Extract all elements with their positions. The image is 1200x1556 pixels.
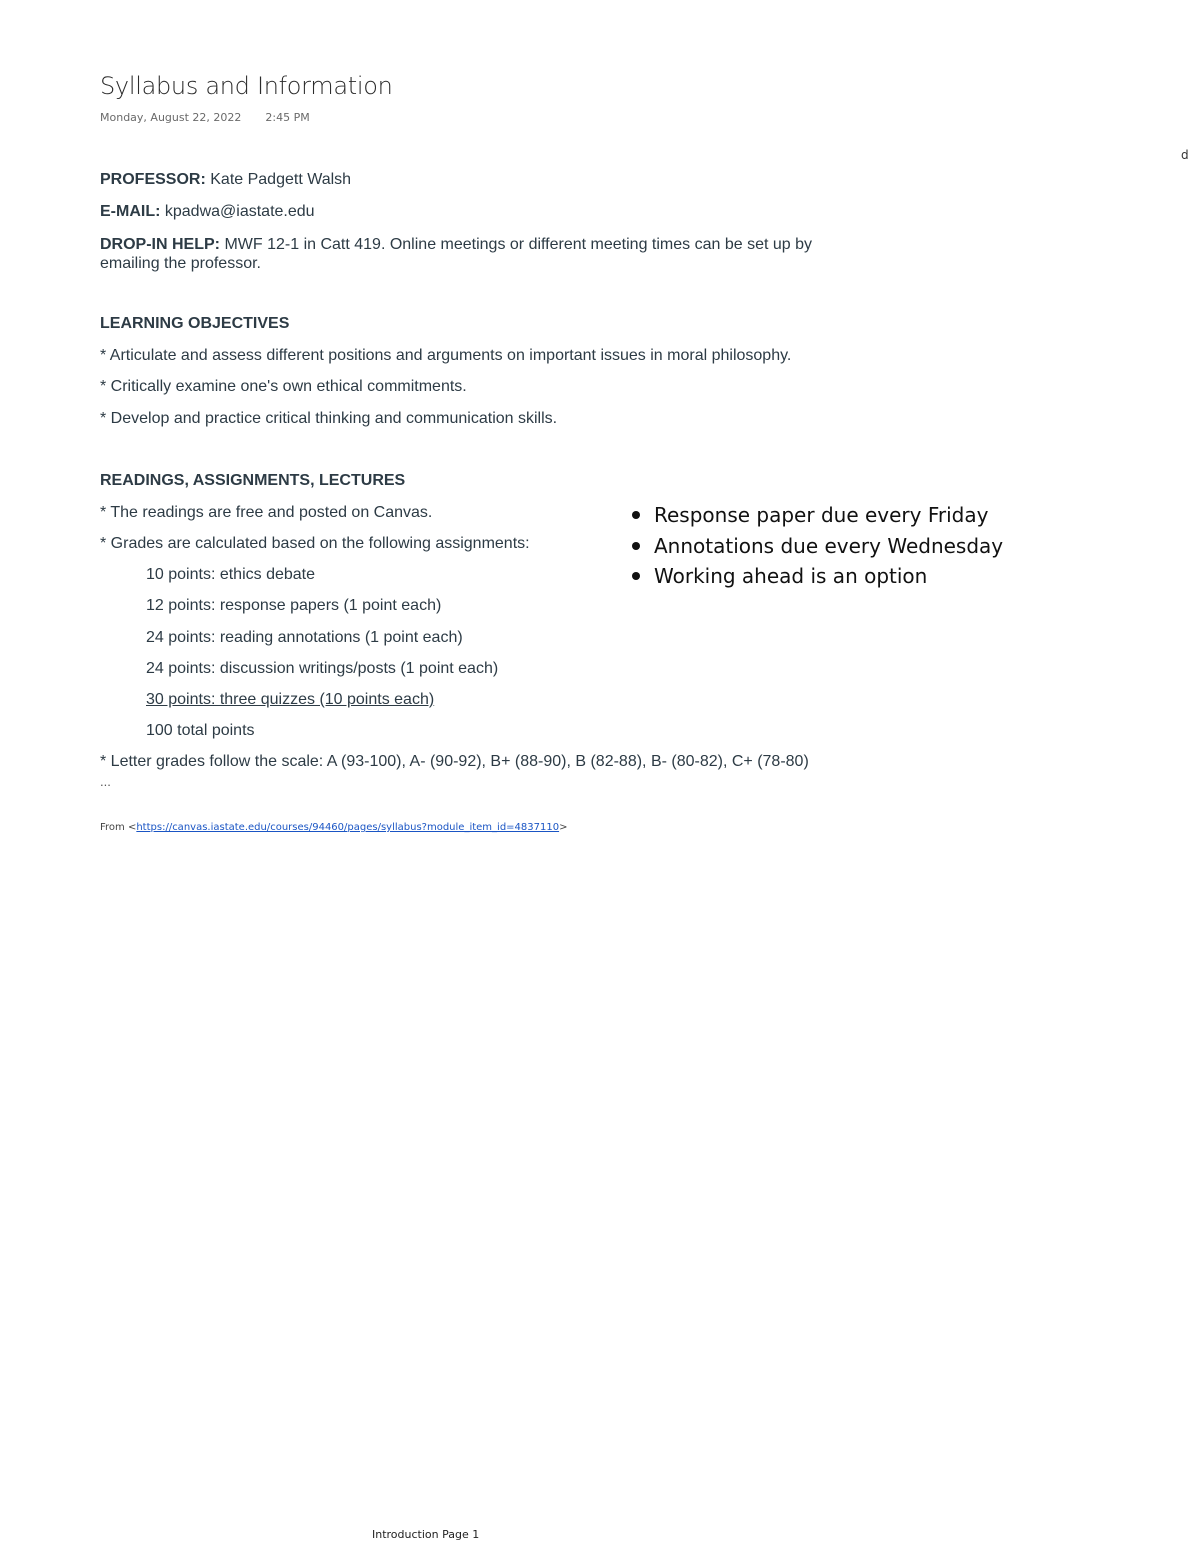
readings-item: * The readings are free and posted on Canvas. — [100, 504, 433, 521]
handwritten-notes-list — [632, 500, 1003, 592]
note-text: Annotations due every Wednesday — [654, 533, 1004, 558]
bullet-icon — [632, 572, 640, 580]
email-line — [100, 203, 315, 221]
note-item — [632, 561, 1003, 592]
professor-value: Kate Padgett Walsh — [205, 171, 352, 188]
professor-label: PROFESSOR: — [100, 171, 206, 188]
readings-item: * Grades are calculated based on the following assignments: — [100, 535, 530, 552]
bullet-icon — [632, 542, 640, 550]
truncation-ellipsis: ... — [100, 774, 111, 789]
page-time: 2:45 PM — [265, 111, 310, 124]
note-item — [632, 500, 1003, 531]
grade-item-discussion: 24 points: discussion writings/posts (1 point each) — [146, 660, 499, 677]
drop-in-help-value: MWF 12-1 in Catt 419. Online meetings or different meeting times can be set up by emailing the professor. — [100, 236, 812, 272]
page-date-time — [100, 111, 310, 124]
note-text: Working ahead is an option — [654, 564, 928, 588]
grade-scale: * Letter grades follow the scale: A (93-100), A- (90-92), B+ (88-90), B (82-88), B- (80-82), C+ (78-80) — [100, 753, 809, 770]
grade-item-debate: 10 points: ethics debate — [146, 566, 316, 583]
bullet-icon — [632, 511, 640, 519]
page-date: Monday, August 22, 2022 — [100, 111, 242, 124]
source-line — [100, 822, 567, 833]
note-text: Response paper due every Friday — [654, 503, 989, 527]
readings-heading: READINGS, ASSIGNMENTS, LECTURES — [100, 472, 406, 489]
source-link[interactable]: https://canvas.iastate.edu/courses/94460/pages/syllabus?module_item_id=4837110 — [136, 822, 560, 833]
objective-item: * Articulate and assess different positions and arguments on important issues in moral philosophy. — [100, 347, 792, 364]
grade-item-response-papers: 12 points: response papers (1 point each) — [146, 597, 442, 614]
corner-mark: d — [1181, 148, 1189, 162]
drop-in-help-line — [100, 235, 860, 273]
drop-in-help-label: DROP-IN HELP: — [100, 236, 220, 253]
objective-item: * Develop and practice critical thinking and communication skills. — [100, 410, 558, 427]
email-label: E-MAIL: — [100, 203, 161, 220]
source-prefix: From < — [100, 822, 137, 833]
email-value: kpadwa@iastate.edu — [160, 203, 315, 220]
grade-item-quizzes: 30 points: three quizzes (10 points each) — [146, 691, 435, 708]
professor-line — [100, 171, 351, 189]
source-suffix: > — [559, 822, 568, 833]
note-item — [632, 531, 1003, 562]
objectives-heading: LEARNING OBJECTIVES — [100, 315, 290, 332]
objective-item: * Critically examine one's own ethical commitments. — [100, 378, 467, 395]
grade-total: 100 total points — [146, 722, 255, 739]
grade-item-annotations: 24 points: reading annotations (1 point each) — [146, 629, 463, 646]
page-title: Syllabus and Information — [100, 72, 393, 100]
page-footer: Introduction Page 1 — [372, 1528, 480, 1541]
